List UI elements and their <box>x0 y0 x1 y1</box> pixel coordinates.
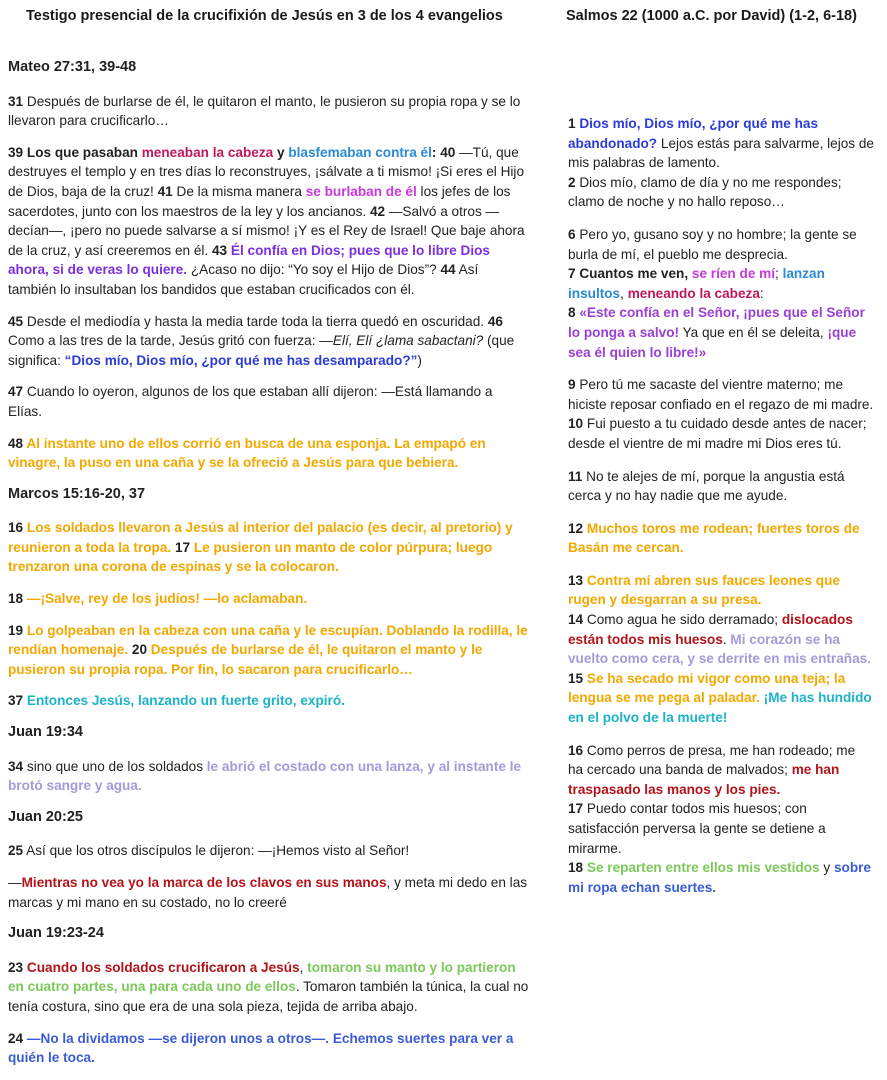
verse-text: : <box>759 285 764 301</box>
passage-reference-heading <box>8 58 530 78</box>
verse-text: (que significa: <box>8 333 515 368</box>
verse-text: , <box>299 959 308 975</box>
verse-text: Como agua he sido derramado; <box>583 612 782 628</box>
verse-text: y <box>819 860 834 876</box>
highlighted-text: Entonces Jesús, lanzando un fuerte grito, expiró. <box>23 693 345 709</box>
verse-number: 42 <box>369 203 386 219</box>
verse-text: Dios mío, clamo de día y no me respondes; clamo de noche y no hallo reposo… <box>568 174 842 210</box>
highlighted-text: se burlaban de él <box>305 183 417 199</box>
psalm-paragraph <box>568 519 874 558</box>
verse-number: 7 <box>568 266 576 282</box>
verse-text: Elí, Elí ¿lama sabactani? <box>332 333 484 349</box>
highlighted-text: me han traspasado las manos y los pies. <box>568 762 840 797</box>
verse-number: 46 <box>487 313 503 329</box>
verse-number: 34 <box>8 758 24 774</box>
verse-number: 9 <box>568 377 576 393</box>
highlighted-text: lanzan insultos <box>568 266 825 301</box>
verse-number: 45 <box>8 313 24 329</box>
verse-number: 14 <box>568 612 584 628</box>
verse-text: , <box>684 266 692 282</box>
verse-text: . Tomaron también la túnica, la cual no tenía costura, sino que era de una sola pieza, tejida de arriba abajo. <box>8 979 529 1014</box>
highlighted-text: blasfemaban contra él <box>288 144 432 160</box>
psalm-paragraph <box>568 225 874 362</box>
gospel-paragraph <box>8 589 530 609</box>
highlighted-text: Contra mí abren sus fauces leones que rugen y desgarran a su presa. <box>568 572 840 608</box>
verse-number: 37 <box>8 693 24 709</box>
gospel-paragraph <box>8 382 530 421</box>
gospel-paragraph <box>8 92 530 131</box>
verse-number: 1 <box>568 116 576 131</box>
passage-reference-heading <box>8 808 530 828</box>
verse-text: Así también lo insultaban los bandidos que estaban crucificados con él. <box>8 262 479 297</box>
highlighted-text: le abrió el costado con una lanza, y al instante le brotó sangre y agua. <box>8 758 522 794</box>
psalm-column-title: Salmos 22 (1000 a.C. por David) (1-2, 6-18) <box>566 8 857 24</box>
verse-text: y <box>273 144 289 160</box>
verse-number: 47 <box>8 384 24 400</box>
verse-number: 31 <box>8 93 24 109</box>
verse-text: Como perros de presa, me han rodeado; me ha cercado una banda de malvados; <box>568 742 856 778</box>
highlighted-text: «Este confía en el Señor, ¡pues que el Señor lo ponga a salvo! <box>568 305 865 340</box>
gospel-paragraph <box>8 621 530 680</box>
verse-text: : <box>431 144 441 160</box>
verse-text: sino que uno de los soldados <box>23 758 207 774</box>
highlighted-text: Él confía en Dios; pues que lo libre Dios ahora, si de veras lo quiere. <box>8 242 490 278</box>
highlighted-text: meneando la cabeza <box>627 285 760 301</box>
gospel-paragraph <box>8 958 530 1017</box>
highlighted-text: Se reparten entre ellos mis vestidos <box>583 860 820 876</box>
verse-text: ; <box>775 266 783 282</box>
verse-number: 16 <box>568 742 584 758</box>
verse-text: , <box>620 285 628 301</box>
psalm-paragraph <box>568 467 874 506</box>
psalm-paragraph <box>568 375 874 453</box>
verse-text: De la misma manera <box>172 183 306 199</box>
verse-number: 2 <box>568 174 576 190</box>
verse-text: Juan 20:25 <box>8 808 83 825</box>
highlighted-text: Los soldados llevaron a Jesús al interior del palacio (es decir, al pretorio) y reunieron a toda la tropa. <box>8 520 513 555</box>
gospel-paragraph <box>8 757 530 796</box>
highlighted-text: Se ha secado mi vigor como una teja; la lengua se me pega al paladar. <box>568 670 846 706</box>
verse-number: 24 <box>8 1030 24 1046</box>
verse-text: ) <box>417 352 422 368</box>
verse-text: Pero yo, gusano soy y no hombre; la gente se burla de mí, el pueblo me desprecia. <box>568 226 857 262</box>
highlighted-text: Después de burlarse de él, le quitaron el manto y le pusieron su propia ropa. Por fin, lo sacaron para crucificarlo… <box>8 642 483 677</box>
verse-text: , y meta mi dedo en las marcas y mi mano en su costado, no lo creeré <box>8 875 528 910</box>
verse-number: 19 <box>8 622 24 638</box>
verse-text: Juan 19:34 <box>8 724 83 741</box>
verse-number: 8 <box>568 305 576 321</box>
verse-text: —Salvó a otros —decían—, ¡pero no puede salvarse a sí mismo! ¡Y es el Rey de Israel! Que baje ahora de la cruz, y así creeremos en él. <box>8 203 525 258</box>
verse-number: 6 <box>568 226 576 242</box>
psalm-paragraph <box>568 571 874 728</box>
verse-number: 20 <box>131 642 148 658</box>
verse-number: 40 <box>440 144 456 160</box>
verse-number: 12 <box>568 520 584 536</box>
verse-text: Ya que en él se deleita, <box>679 324 828 340</box>
verse-number: 43 <box>212 242 228 258</box>
highlighted-text: tomaron su manto y lo partieron en cuatro partes, una para cada uno de ellos <box>8 959 516 995</box>
highlighted-text: ¡que sea él quien lo libre!» <box>568 324 857 360</box>
verse-text: Pero tú me sacaste del vientre materno; me hiciste reposar confiado en el regazo de mi madre. <box>568 377 874 412</box>
verse-number: 41 <box>157 183 173 199</box>
verse-number: 15 <box>568 670 584 686</box>
gospel-paragraph <box>8 434 530 473</box>
highlighted-text: Dios mío, Dios mío, ¿por qué me has abandonado? <box>568 116 819 151</box>
verse-text: ¿Acaso no dijo: “Yo soy el Hijo de Dios”? <box>187 262 441 278</box>
verse-text: Después de burlarse de él, le quitaron el manto, le pusieron su propia ropa y se lo llevaron para crucificarlo… <box>8 93 521 129</box>
verse-number: 11 <box>568 468 583 484</box>
gospel-paragraph <box>8 1029 530 1068</box>
highlighted-text: ¡Me has hundido en el polvo de la muerte! <box>568 690 872 726</box>
verse-text: —Tú, que destruyes el templo y en tres días lo reconstruyes, ¡sálvate a ti mismo! ¡Si eres el Hijo de Dios, baja de la cruz! <box>8 144 525 199</box>
verse-text: Lejos estás para salvarme, lejos de mis palabras de lamento. <box>568 135 874 171</box>
highlighted-text: Mi corazón se ha vuelto como cera, y se derrite en mis entrañas. <box>568 631 871 667</box>
psalm-paragraph <box>568 114 874 212</box>
verse-text: Juan 19:23-24 <box>8 925 104 942</box>
verse-number: 18 <box>568 860 584 876</box>
highlighted-text: se ríen de mí <box>691 266 776 282</box>
highlighted-text: Muchos toros me rodean; fuertes toros de Basán me cercan. <box>568 520 860 556</box>
verse-text: Puedo contar todos mis huesos; con satisfacción perversa la gente se detiene a mirarme. <box>568 801 826 856</box>
gospel-paragraph <box>8 143 530 300</box>
verse-text: Marcos 15:16-20, 37 <box>8 485 146 502</box>
verse-number: 23 <box>8 959 24 975</box>
psalm-paragraph <box>568 741 874 898</box>
verse-text: Cuando lo oyeron, algunos de los que estaban allí dijeron: —Está llamando a Elías. <box>8 384 493 419</box>
verse-text: Los que pasaban <box>23 144 142 160</box>
verse-number: 44 <box>440 262 456 278</box>
highlighted-text: Al instante uno de ellos corrió en busca de una esponja. La empapó en vinagre, la puso en una caña y se la ofreció a Jesús para que bebiera. <box>8 435 486 471</box>
verse-text: . <box>722 631 731 647</box>
highlighted-text: “Dios mío, Dios mío, ¿por qué me has desamparado?” <box>64 352 418 368</box>
highlighted-text: sobre mi ropa echan suertes. <box>568 860 871 895</box>
verse-text: Desde el mediodía y hasta la media tarde toda la tierra quedó en oscuridad. <box>23 313 488 329</box>
verse-number: 18 <box>8 591 24 607</box>
gospel-paragraph <box>8 691 530 711</box>
psalm-column <box>568 114 874 910</box>
verse-text: Así que los otros discípulos le dijeron: —¡Hemos visto al Señor! <box>23 843 410 859</box>
verse-number: 17 <box>568 801 584 817</box>
verse-number: 16 <box>8 520 24 536</box>
highlighted-text: —¡Salve, rey de los judíos! —lo aclamaban. <box>23 591 308 607</box>
highlighted-text: dislocados están todos mis huesos <box>568 612 853 647</box>
verse-number: 13 <box>568 572 584 588</box>
highlighted-text: Mientras no vea yo la marca de los clavos en sus manos <box>21 875 387 890</box>
verse-number: 25 <box>8 843 24 859</box>
verse-text: Como a las tres de la tarde, Jesús gritó con fuerza: — <box>8 333 333 349</box>
highlighted-text: Le pusieron un manto de color púrpura; luego trenzaron una corona de espinas y se la colocaron. <box>8 539 493 575</box>
verse-number: 10 <box>568 416 584 432</box>
verse-text: Mateo 27:31, 39-48 <box>8 59 137 75</box>
gospel-paragraph <box>8 312 530 371</box>
verse-text: No te alejes de mí, porque la angustia está cerca y no hay nadie que me ayude. <box>568 468 845 504</box>
gospels-column-title: Testigo presencial de la crucifixión de Jesús en 3 de los 4 evangelios <box>26 8 503 24</box>
gospel-paragraph <box>8 841 530 861</box>
verse-number: 39 <box>8 144 24 160</box>
verse-text: Fui puesto a tu cuidado desde antes de nacer; desde el vientre de mi madre mi Dios eres tú. <box>568 416 867 451</box>
highlighted-text: Lo golpeaban en la cabeza con una caña y le escupían. Doblando la rodilla, le rendían homenaje. <box>8 622 528 658</box>
passage-reference-heading <box>8 485 530 505</box>
verse-text: los jefes de los sacerdotes, junto con los maestros de la ley y los ancianos. <box>8 183 511 219</box>
verse-text: — <box>8 875 22 890</box>
highlighted-text: Cuando los soldados crucificaron a Jesús <box>23 959 300 975</box>
passage-reference-heading <box>8 723 530 743</box>
highlighted-text: —No la dividamos —se dijeron unos a otros—. Echemos suertes para ver a quién le toca. <box>8 1030 514 1066</box>
gospel-paragraph <box>8 518 530 577</box>
gospel-paragraph <box>8 873 530 912</box>
verse-number: 17 <box>174 539 191 555</box>
passage-reference-heading <box>8 924 530 944</box>
gospels-column <box>8 58 530 1080</box>
verse-text: Cuantos me ven <box>575 266 685 282</box>
verse-number: 48 <box>8 435 24 451</box>
highlighted-text: meneaban la cabeza <box>141 144 274 160</box>
